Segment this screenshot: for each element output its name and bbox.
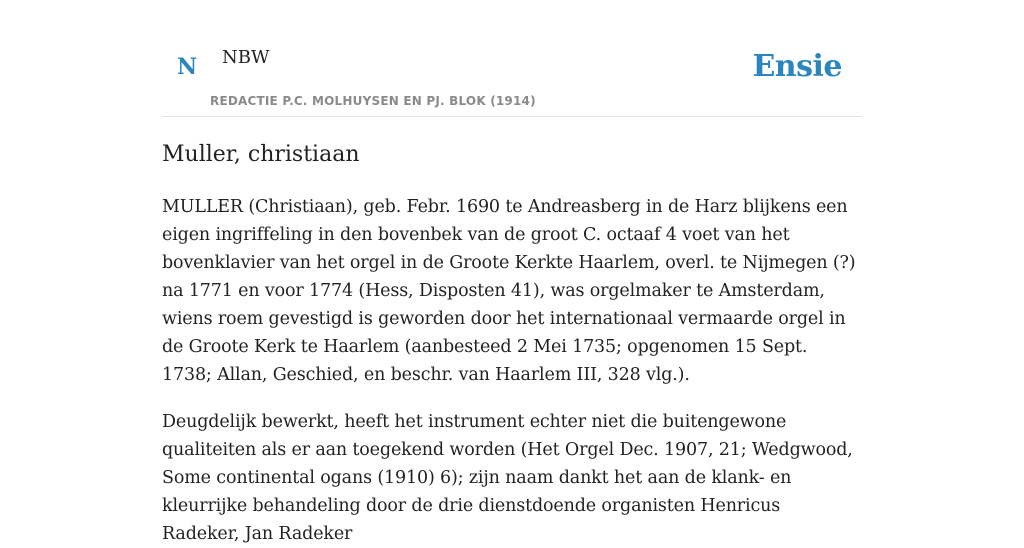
nbw-logo[interactable]: N — [177, 54, 198, 80]
ensie-logo[interactable]: Ensie — [752, 49, 842, 84]
series-subtitle: REDACTIE P.C. MOLHUYSEN EN PJ. BLOK (1914) — [210, 94, 536, 108]
article-title: Muller, christiaan — [162, 142, 360, 167]
site-header — [162, 0, 862, 117]
article-content — [162, 140, 862, 548]
article-paragraph: MULLER (Christiaan), geb. Febr. 1690 te Andreasberg in de Harz blijkens een eigen ingriffeling in den bovenbek van de groot C. octaaf 4 voet van het bovenklavier van het orgel in de Groote Kerkte Haarlem, overl. te Nijmegen (?) na 1771 en voor 1774 (Hess, Disposten 41), was orgelmaker te Amsterdam, wiens roem gevestigd is geworden door het internationaal vermaarde orgel in de Groote Kerk te Haarlem (aanbesteed 2 Mei 1735; opgenomen 15 Sept. 1738; Allan, Geschied, en beschr. van Haarlem III, 328 vlg.). — [162, 197, 856, 385]
series-name[interactable]: NBW — [222, 47, 270, 68]
article-paragraph: Deugdelijk bewerkt, heeft het instrument echter niet die buitengewone qualiteiten als er aan toegekend worden (Het Orgel Dec. 1907, 21; Wedgwood, Some continental ogans (1910) 6); zijn naam dankt het aan de klank- en kleurrijke behandeling door de drie dienstdoende organisten Henricus Radeker, Jan Radeker — [162, 412, 853, 544]
